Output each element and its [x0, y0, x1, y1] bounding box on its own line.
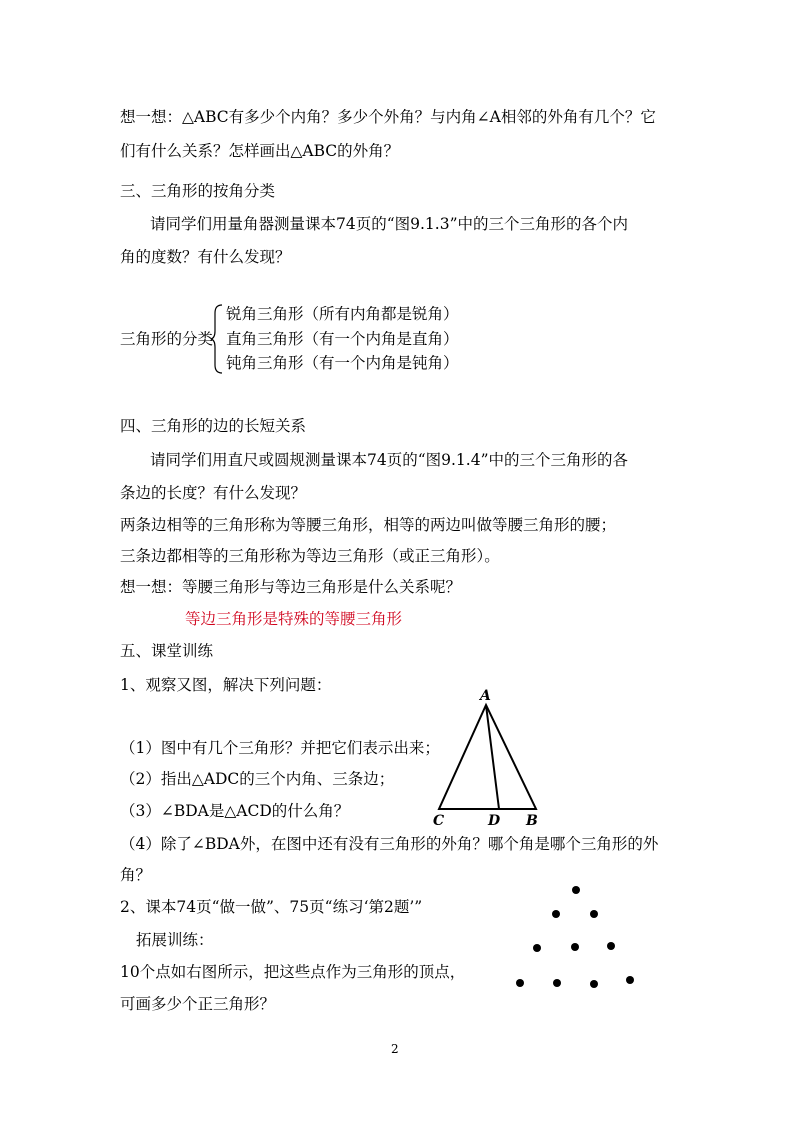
vertex-label-a: A: [480, 688, 491, 704]
dot: [590, 980, 598, 988]
think1-line-a: 想一想：△ABC有多少个内角？多少个外角？与内角∠A相邻的外角有几个？它: [120, 108, 656, 126]
exercise1-q4-line2: 角？: [120, 866, 152, 884]
classify-item-right: 直角三角形（有一个内角是直角）: [226, 330, 459, 348]
extension-para-line2: 可画多少个正三角形？: [120, 995, 276, 1013]
exercise1-q2: （2）指出△ADC的三个内角、三条边；: [120, 770, 395, 788]
page-number: 2: [391, 1042, 399, 1056]
section3-title: 三、三角形的按角分类: [120, 182, 276, 200]
curly-brace-icon: [210, 303, 224, 375]
exercise1-q3: （3）∠BDA是△ACD的什么角？: [120, 802, 350, 820]
dot: [533, 944, 541, 952]
exercise1-q1: （1）图中有几个三角形？并把它们表示出来；: [120, 739, 440, 757]
dot: [552, 910, 560, 918]
section3-para-line2: 角的度数？有什么发现？: [120, 248, 291, 266]
dot: [516, 979, 524, 987]
extension-para-line1: 10个点如右图所示，把这些点作为三角形的顶点，: [120, 963, 466, 981]
dot: [626, 976, 634, 984]
think1-line-b: 们有什么关系？怎样画出△ABC的外角？: [120, 142, 400, 160]
dot: [590, 910, 598, 918]
definition-isosceles: 两条边相等的三角形称为等腰三角形，相等的两边叫做等腰三角形的腰；: [120, 516, 617, 534]
vertex-label-b: B: [526, 813, 538, 829]
dot: [607, 942, 615, 950]
dot: [572, 886, 580, 894]
classify-item-acute: 锐角三角形（所有内角都是锐角）: [226, 305, 459, 323]
definition-equilateral: 三条边都相等的三角形称为等边三角形（或正三角形）。: [120, 547, 500, 565]
dot: [571, 943, 579, 951]
exercise1-q4-line1: （4）除了∠BDA外，在图中还有没有三角形的外角？哪个角是哪个三角形的外: [120, 835, 659, 853]
section4-para-line2: 条边的长度？有什么发现？: [120, 484, 307, 502]
dot-triangle-figure: [505, 878, 645, 998]
exercise2-line: 2、课本74页“做一做”、75页“练习‘第2题’”: [120, 898, 423, 916]
answer2-line: 等边三角形是特殊的等腰三角形: [185, 610, 403, 628]
extension-title: 拓展训练：: [136, 931, 214, 949]
vertex-label-d: D: [488, 813, 501, 829]
classify-item-obtuse: 钝角三角形（有一个内角是钝角）: [226, 354, 459, 372]
dot: [553, 979, 561, 987]
section4-title: 四、三角形的边的长短关系: [120, 417, 307, 435]
classify-label: 三角形的分类: [120, 330, 214, 348]
vertex-label-c: C: [433, 813, 445, 829]
section3-para-line1: 请同学们用量角器测量课本74页的“图9.1.3”中的三个三角形的各个内: [150, 215, 629, 233]
section4-para-line1: 请同学们用直尺或圆规测量课本74页的“图9.1.4”中的三个三角形的各: [150, 451, 629, 469]
section5-title: 五、课堂训练: [120, 642, 214, 660]
triangle-figure: [425, 685, 555, 830]
think2-line: 想一想：等腰三角形与等边三角形是什么关系呢？: [120, 578, 462, 596]
exercise1-title: 1、观察又图，解决下列问题：: [120, 676, 332, 694]
